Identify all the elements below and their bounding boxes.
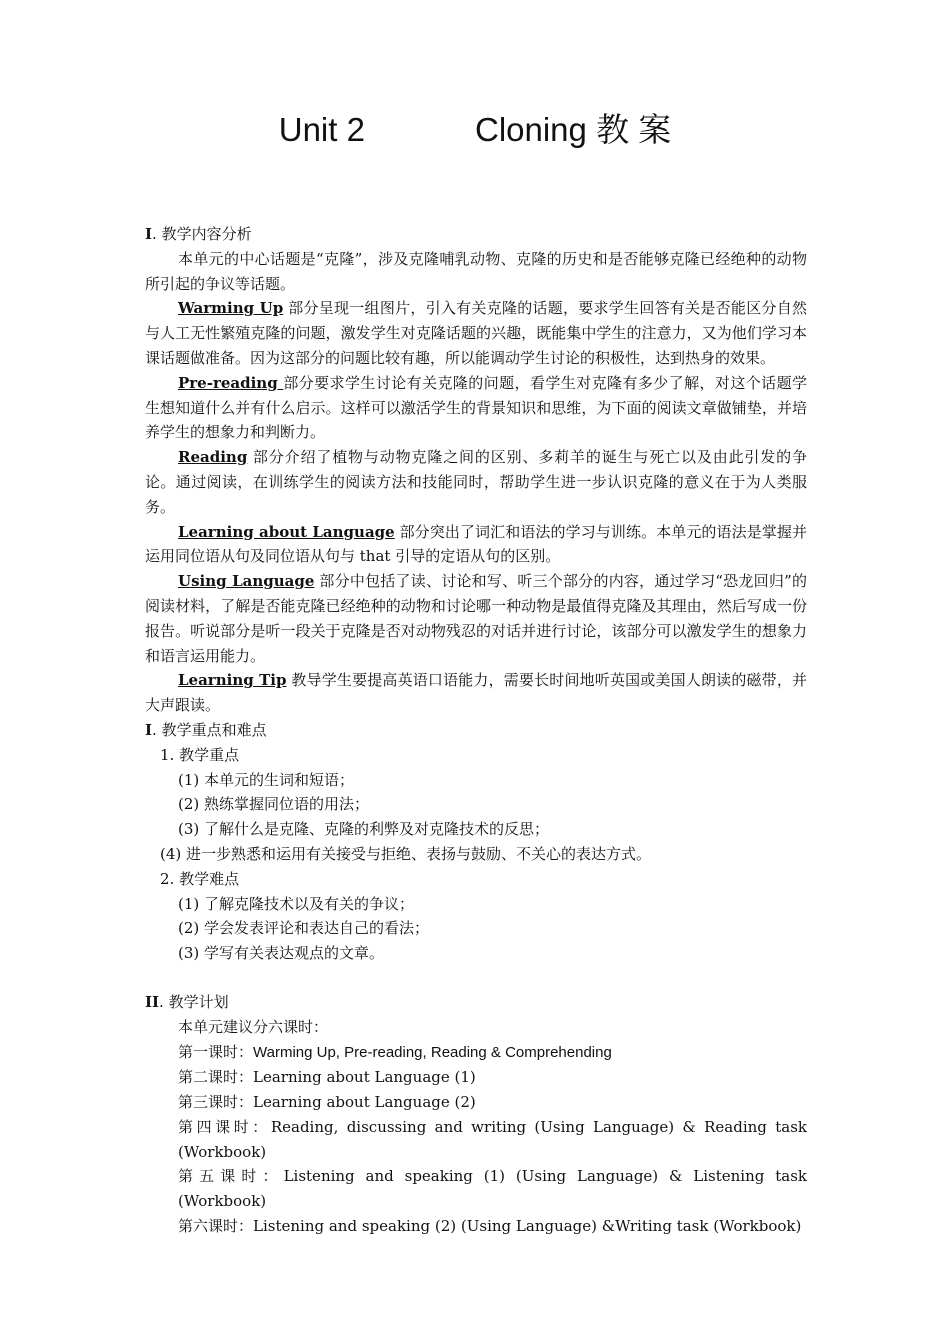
paragraph: Learning Tip 教导学生要提高英语口语能力，需要长时间地听英国或美国人朗读的磁带，并大声跟读。 <box>145 671 807 715</box>
list-item: (1) 了解克隆技术以及有关的争议； <box>178 894 415 913</box>
list-item: (2) 学会发表评论和表达自己的看法； <box>178 919 430 938</box>
document-title: Unit 2 Cloning 教 案 <box>278 111 672 148</box>
lesson-item: 第四课时：Reading, discussing and writing (Using Language) & Reading task (Workbook) <box>178 1117 807 1161</box>
document-body <box>145 222 807 1239</box>
subheading: 1. 教学重点 <box>160 745 240 764</box>
lesson-item: 第三课时：Learning about Language (2) <box>178 1093 476 1112</box>
lesson-item: 第一课时：Warming Up, Pre-reading, Reading & Comprehending <box>178 1042 612 1061</box>
lesson-item: 第六课时：Listening and speaking (2) (Using Language) &Writing task (Workbook) <box>178 1217 802 1236</box>
lesson-item: 第五课时：Listening and speaking (1) (Using Language) & Listening task (Workbook) <box>178 1167 807 1211</box>
paragraph: Using Language 部分中包括了读、讨论和写、听三个部分的内容，通过学习“恐龙回归”的阅读材料，了解是否能克隆已经绝种的动物和讨论哪一种动物是最值得克隆及其理由，然后写成一份报告。听说部分是听一段关于克隆是否对动物残忍的对话并进行讨论，该部分可以激发学生的想象力和语言运用能力。 <box>145 572 807 665</box>
paragraph: Warming Up 部分呈现一组图片，引入有关克隆的话题，要求学生回答有关是否能区分自然与人工无性繁殖克隆的问题，激发学生对克隆话题的兴趣，既能集中学生的注意力，又为他们学习本课话题做准备。因为这部分的问题比较有趣，所以能调动学生讨论的积极性，达到热身的效果。 <box>145 299 807 367</box>
list-item: (1) 本单元的生词和短语； <box>178 770 355 789</box>
section-heading: I. 教学内容分析 <box>145 225 252 243</box>
paragraph: Learning about Language 部分突出了词汇和语法的学习与训练。本单元的语法是掌握并运用同位语从句及同位语从句与 that 引导的定语从句的区别。 <box>145 522 807 566</box>
list-item: (4) 进一步熟悉和运用有关接受与拒绝、表扬与鼓励、不关心的表达方式。 <box>160 844 652 863</box>
paragraph: Pre-reading 部分要求学生讨论有关克隆的问题，看学生对克隆有多少了解，对这个话题学生想知道什么并有什么启示。这样可以激活学生的背景知识和思维，为下面的阅读文章做铺垫，并培养学生的想象力和判断力。 <box>145 373 807 442</box>
section-heading: I. 教学重点和难点 <box>145 720 267 739</box>
list-item: (3) 学写有关表达观点的文章。 <box>178 944 385 963</box>
section-heading: II. 教学计划 <box>145 992 229 1011</box>
paragraph: Reading 部分介绍了植物与动物克隆之间的区别、多莉羊的诞生与死亡以及由此引发的争论。通过阅读，在训练学生的阅读方法和技能同时，帮助学生进一步认识克隆的意义在于为人类服务。 <box>145 448 807 516</box>
list-item: (3) 了解什么是克隆、克隆的利弊及对克隆技术的反思； <box>178 820 550 839</box>
keyword: Learning Tip <box>178 671 287 690</box>
subheading: 2. 教学难点 <box>160 869 240 888</box>
paragraph: 本单元的中心话题是“克隆”，涉及克隆哺乳动物、克隆的历史和是否能够克隆已经绝种的动物所引起的争议等话题。 <box>145 249 807 293</box>
keyword: Learning about Language <box>178 522 395 541</box>
keyword: Reading <box>178 448 248 467</box>
lesson-item: 第二课时：Learning about Language (1) <box>178 1068 476 1087</box>
keyword: Warming Up <box>178 299 284 318</box>
keyword: Using Language <box>178 572 315 591</box>
paragraph: 本单元建议分六课时： <box>178 1017 329 1036</box>
keyword: Pre-reading <box>178 373 284 392</box>
list-item: (2) 熟练掌握同位语的用法； <box>178 795 370 814</box>
